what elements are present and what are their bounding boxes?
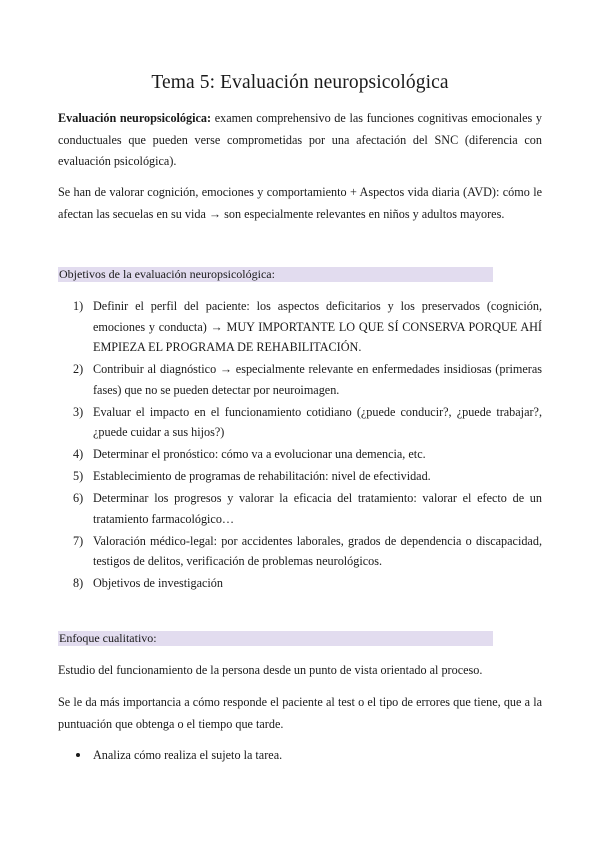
list-item-number: 8) <box>73 576 84 590</box>
list-item-number: 6) <box>73 491 84 505</box>
list-item-text: Contribuir al diagnóstico → especialmente relevante en enfermedades insidiosas (primeras fases) que no se pueden detectar por neuroimagen. <box>93 362 542 397</box>
list-item-number: 5) <box>73 469 84 483</box>
objetivos-heading: Objetivos de la evaluación neuropsicológica: <box>58 267 493 282</box>
list-item-text: Establecimiento de programas de rehabilitación: nivel de efectividad. <box>93 469 431 483</box>
objetivos-list <box>58 296 542 595</box>
list-item-text: Objetivos de investigación <box>93 576 223 590</box>
list-item-number: 7) <box>73 533 84 548</box>
intro-paragraph <box>58 108 542 173</box>
list-item <box>58 402 542 443</box>
bullet-icon <box>76 753 80 757</box>
intro-term: Evaluación neuropsicológica: <box>58 111 212 125</box>
enfoque-paragraph-2: Se le da más importancia a cómo responde el paciente al test o el tipo de errores que tiene, que a la puntuación que obtenga o el tiempo que tarde. <box>58 695 542 731</box>
enfoque-heading: Enfoque cualitativo: <box>58 631 493 646</box>
enfoque-paragraph-1: Estudio del funcionamiento de la persona desde un punto de vista orientado al proceso. <box>58 663 483 677</box>
list-item-text: Determinar el pronóstico: cómo va a evolucionar una demencia, etc. <box>93 447 426 461</box>
list-item <box>58 359 542 400</box>
intro-definition: examen comprehensivo de las funciones cognitivas emocionales y conductuales que pueden verse comprometidas por una afectación del SNC (diferencia con evaluación psicológica). <box>58 111 542 168</box>
list-item-number: 3) <box>73 404 84 419</box>
list-item <box>58 573 542 594</box>
list-item-number: 2) <box>73 362 84 376</box>
list-item <box>58 531 542 572</box>
list-item <box>58 296 542 358</box>
bullet-item <box>76 745 282 765</box>
list-item-number: 4) <box>73 447 84 461</box>
list-item-text: Evaluar el impacto en el funcionamiento cotidiano (¿puede conducir?, ¿puede trabajar?, ¿puede cuidar a sus hijos?) <box>93 404 542 439</box>
bullet-text: Analiza cómo realiza el sujeto la tarea. <box>93 748 283 762</box>
list-item <box>58 466 542 487</box>
list-item-text: Valoración médico-legal: por accidentes laborales, grados de dependencia o discapacidad, testigos de delitos, verificación de problemas neurológicos. <box>93 533 542 568</box>
list-item-text: Definir el perfil del paciente: los aspectos deficitarios y los preservados (cognición, emociones y conducta) → MUY IMPORTANTE LO QUE SÍ CONSERVA PORQUE AHÍ EMPIEZA EL PROGRAMA DE REHABILITACIÓN. <box>93 299 542 354</box>
list-item <box>58 488 542 529</box>
list-item-text: Determinar los progresos y valorar la eficacia del tratamiento: valorar el efecto de un tratamiento farmacológico… <box>93 491 542 526</box>
list-item <box>58 444 542 465</box>
list-item-number: 1) <box>73 299 84 313</box>
valorar-paragraph: Se han de valorar cognición, emociones y comportamiento + Aspectos vida diaria (AVD): cómo le afectan las secuelas en su vida → son especialmente relevantes en niños y adultos mayores. <box>58 185 542 221</box>
page-title: Tema 5: Evaluación neuropsicológica <box>151 72 449 93</box>
